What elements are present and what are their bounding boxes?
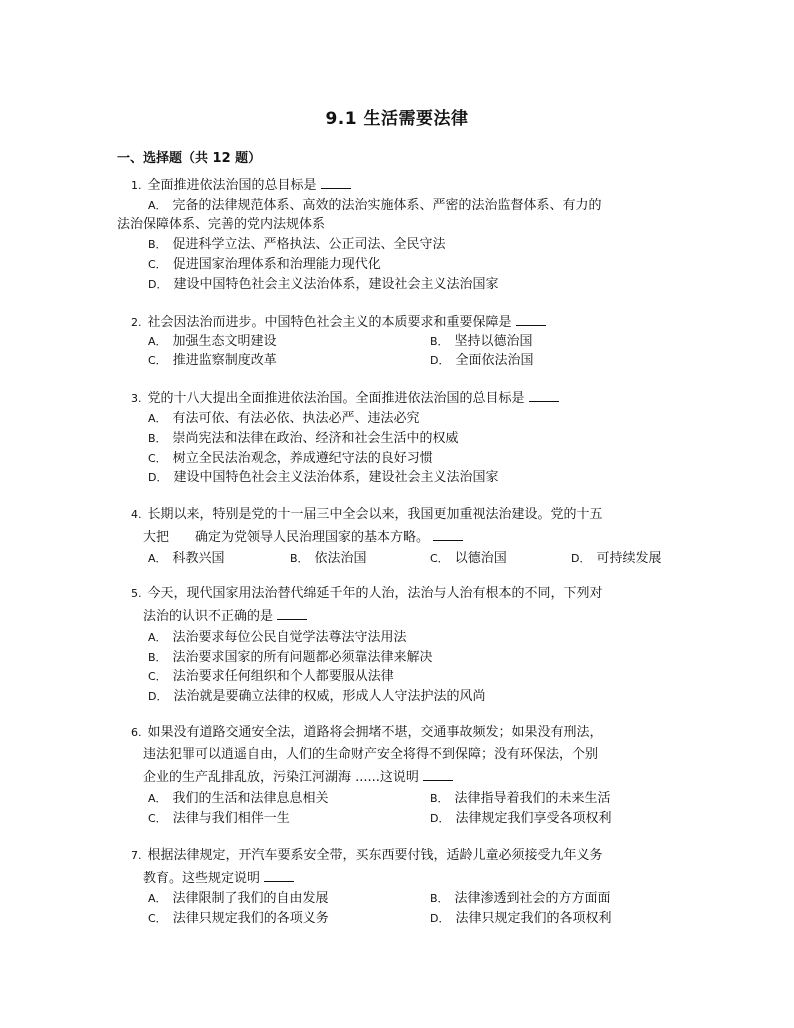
question-7-stem-cont: [143, 869, 294, 888]
option-text: 推进监察制度改革: [172, 353, 277, 368]
option-3b: [148, 430, 459, 448]
option-label: A．: [148, 792, 167, 805]
option-label: B．: [430, 892, 449, 905]
question-6-stem-cont-2: [143, 768, 453, 787]
option-text: 崇尚宪法和法律在政治、经济和社会生活中的权威: [172, 431, 459, 446]
option-text: 法治保障体系、完善的党内法规体系: [117, 217, 326, 232]
option-text: 加强生态文明建设: [172, 334, 277, 349]
answer-blank: [277, 607, 307, 620]
option-7b: [430, 890, 611, 908]
option-text: 有法可依、有法必依、执法必严、违法必究: [172, 411, 420, 426]
option-3d: [148, 469, 499, 487]
answer-blank: [321, 176, 351, 189]
option-label: A．: [148, 892, 167, 905]
option-text: 建设中国特色社会主义法治体系，建设社会主义法治国家: [173, 277, 499, 292]
option-text: 法律指导着我们的未来生活: [454, 791, 611, 806]
option-5b: [148, 649, 433, 667]
section-heading: 一、选择题（共 12 题）: [117, 151, 262, 166]
option-text: 建设中国特色社会主义法治体系，建设社会主义法治国家: [173, 470, 499, 485]
option-text: 以德治国: [454, 551, 507, 566]
option-label: C．: [148, 452, 167, 465]
option-text: 法律规定我们享受各项权利: [455, 811, 612, 826]
option-label: D．: [430, 354, 450, 367]
question-text: 教育。这些规定说明: [143, 871, 261, 886]
option-1d: [148, 276, 499, 294]
option-label: B．: [148, 651, 167, 664]
option-label: B．: [290, 552, 309, 565]
question-2-stem: [131, 313, 546, 332]
question-number: 5.: [131, 587, 142, 600]
option-text: 依法治国: [314, 551, 367, 566]
question-5-stem-cont: [143, 607, 307, 626]
option-text: 坚持以德治国: [454, 334, 533, 349]
answer-blank: [423, 768, 453, 781]
option-2c: [148, 352, 277, 370]
question-6-stem-cont-1: [143, 746, 598, 764]
option-label: C．: [148, 812, 167, 825]
option-2a: [148, 333, 277, 351]
option-label: A．: [148, 631, 167, 644]
option-text: 法律只规定我们的各项义务: [172, 911, 329, 926]
option-label: B．: [430, 792, 449, 805]
question-text: 大把 确定为党领导人民治理国家的基本方略。: [143, 530, 430, 545]
option-1a: [148, 197, 602, 215]
question-7-stem: [131, 847, 603, 865]
question-text: 长期以来，特别是党的十一届三中全会以来，我国更加重视法治建设。党的十五: [147, 507, 603, 522]
option-5d: [148, 688, 486, 706]
option-text: 法治就是要确立法律的权威，形成人人守法护法的风尚: [173, 689, 486, 704]
question-text: 社会因法治而进步。中国特色社会主义的本质要求和重要保障是: [147, 315, 512, 330]
question-text: 违法犯罪可以逍遥自由，人们的生命财产安全将得不到保障；没有环保法，个别: [143, 747, 599, 762]
option-label: D．: [148, 471, 168, 484]
option-text: 法治要求任何组织和个人都要服从法律: [172, 669, 394, 684]
question-number: 6.: [131, 726, 142, 739]
option-label: C．: [148, 670, 167, 683]
option-label: B．: [430, 335, 449, 348]
option-5c: [148, 668, 394, 686]
option-7d: [430, 910, 612, 928]
question-text: 法治的认识不正确的是: [143, 609, 274, 624]
option-text: 我们的生活和法律息息相关: [172, 791, 329, 806]
option-text: 促进国家治理体系和治理能力现代化: [172, 257, 381, 272]
option-label: B．: [148, 432, 167, 445]
answer-blank: [264, 869, 294, 882]
answer-blank: [433, 528, 463, 541]
question-text: 企业的生产乱排乱放，污染江河湖海 ......这说明: [143, 770, 419, 785]
question-number: 2.: [131, 316, 142, 329]
question-4-stem: [131, 506, 603, 524]
question-1-stem: [131, 176, 351, 195]
option-label: B．: [148, 238, 167, 251]
option-text: 全面依法治国: [455, 353, 534, 368]
option-1c: [148, 256, 381, 274]
option-7c: [148, 910, 329, 928]
question-number: 1.: [131, 179, 142, 192]
option-2b: [430, 333, 533, 351]
option-1b: [148, 236, 446, 254]
option-label: C．: [430, 552, 449, 565]
option-4c: [430, 550, 507, 568]
option-4a: [148, 550, 225, 568]
option-text: 可持续发展: [596, 551, 662, 566]
question-6-stem: [131, 724, 603, 742]
question-number: 7.: [131, 849, 142, 862]
option-label: A．: [148, 552, 167, 565]
option-text: 法律只规定我们的各项权利: [455, 911, 612, 926]
option-label: D．: [430, 912, 450, 925]
option-label: C．: [148, 912, 167, 925]
answer-blank: [516, 313, 546, 326]
option-3a: [148, 410, 420, 428]
question-number: 3.: [131, 392, 142, 405]
question-3-stem: [131, 389, 559, 408]
option-label: A．: [148, 335, 167, 348]
answer-blank: [529, 389, 559, 402]
option-text: 法律限制了我们的自由发展: [172, 891, 329, 906]
option-6d: [430, 810, 612, 828]
option-label: D．: [148, 690, 168, 703]
option-label: D．: [430, 812, 450, 825]
option-text: 科教兴国: [172, 551, 225, 566]
option-6a: [148, 790, 329, 808]
option-label: C．: [148, 354, 167, 367]
question-number: 4.: [131, 508, 142, 521]
option-7a: [148, 890, 329, 908]
option-label: A．: [148, 412, 167, 425]
option-text: 法治要求每位公民自觉学法尊法守法用法: [172, 630, 407, 645]
option-label: C．: [148, 258, 167, 271]
option-text: 树立全民法治观念，养成遵纪守法的良好习惯: [172, 451, 433, 466]
question-text: 根据法律规定，开汽车要系安全带，买东西要付钱，适龄儿童必须接受九年义务: [147, 848, 603, 863]
option-label: D．: [148, 278, 168, 291]
option-2d: [430, 352, 534, 370]
question-text: 如果没有道路交通安全法，道路将会拥堵不堪，交通事故频发；如果没有刑法，: [147, 725, 603, 740]
option-label: D．: [571, 552, 591, 565]
option-4b: [290, 550, 367, 568]
option-4d: [571, 550, 662, 568]
page-title: 9.1 生活需要法律: [325, 109, 469, 129]
option-3c: [148, 450, 433, 468]
question-4-stem-cont: [143, 528, 463, 547]
option-6b: [430, 790, 611, 808]
option-5a: [148, 629, 407, 647]
question-5-stem: [131, 585, 603, 603]
option-text: 完备的法律规范体系、高效的法治实施体系、严密的法治监督体系、有力的: [172, 198, 602, 213]
option-text: 法治要求国家的所有问题都必须靠法律来解决: [172, 650, 433, 665]
question-text: 今天，现代国家用法治替代绵延千年的人治，法治与人治有根本的不同，下列对: [147, 586, 603, 601]
question-text: 全面推进依法治国的总目标是: [147, 178, 317, 193]
question-text: 党的十八大提出全面推进依法治国。全面推进依法治国的总目标是: [147, 391, 525, 406]
option-6c: [148, 810, 290, 828]
option-text: 法律渗透到社会的方方面面: [454, 891, 611, 906]
option-text: 法律与我们相伴一生: [172, 811, 290, 826]
option-label: A．: [148, 199, 167, 212]
option-1a-cont: [117, 216, 325, 234]
option-text: 促进科学立法、严格执法、公正司法、全民守法: [172, 237, 446, 252]
